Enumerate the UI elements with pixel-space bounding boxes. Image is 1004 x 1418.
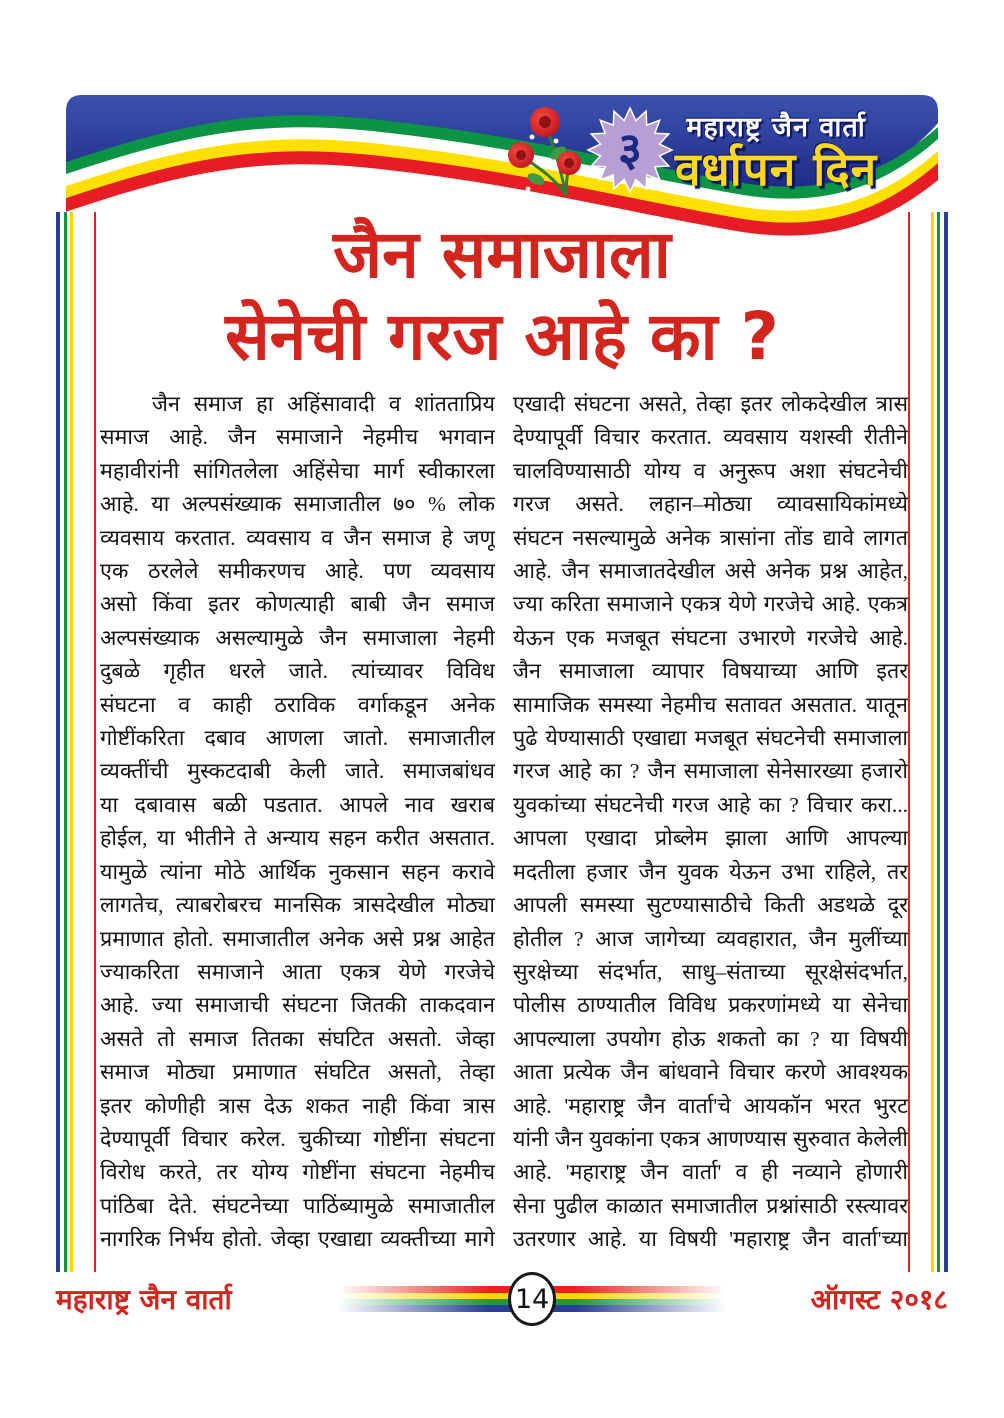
- article-line: चालविण्यासाठी योग्य व अनुरूप अशा संघटनेची: [513, 458, 908, 483]
- page-footer: [56, 1274, 948, 1324]
- page-number: 14: [514, 1283, 550, 1315]
- article-line: मदतीला हजार जैन युवक येऊन उभा राहिले, तर: [513, 859, 908, 884]
- article-line: लागतेच, त्याबरोबरच मानसिक त्रासदेखील मोठ्या: [100, 893, 495, 918]
- article-line: समाज आहे. जैन समाजाने नेहमीच भगवान: [100, 425, 495, 450]
- article-line: सामाजिक समस्या नेहमीच सतावत असतात. यातून: [513, 692, 908, 717]
- article-line: देण्यापूर्वी विचार करतात. व्यवसाय यशस्वी रीतीने: [513, 425, 908, 450]
- article-line: ज्याकरिता समाजाने आता एकत्र येणे गरजेचे: [100, 959, 495, 984]
- article-line: एक ठरलेले समीकरणच आहे. पण व्यवसाय: [100, 559, 495, 584]
- masthead-subtitle: वर्धापन दिन: [674, 142, 878, 196]
- article-column-right: [513, 388, 908, 1257]
- article-line: आता प्रत्येक जैन बांधवाने विचार करणे आवश्यक: [513, 1060, 908, 1085]
- article-line: येऊन एक मजबूत संघटना उभारणे गरजेचे आहे.: [513, 625, 908, 650]
- article-title: [0, 214, 1004, 378]
- footer-issue-date: ऑगस्ट २०१८: [810, 1283, 948, 1316]
- article-line: आहे. जैन समाजातदेखील असे अनेक प्रश्न आहेत,: [513, 559, 908, 584]
- article-line: सुरक्षेच्या संदर्भात, साधु–संताच्या सूरक्षेसंदर्भात,: [513, 959, 908, 984]
- footer-rainbow-band: [338, 1283, 726, 1315]
- article-title-line1: जैन समाजाला: [333, 216, 671, 293]
- anniversary-number: ३: [618, 122, 642, 176]
- article-line: असो किंवा इतर कोणत्याही बाबी जैन समाज: [100, 592, 495, 617]
- article-line: आहे. ज्या समाजाची संघटना जितकी ताकदवान: [100, 993, 495, 1018]
- article-line: उतरणार आहे. या विषयी 'महाराष्ट्र जैन वार्ता'च्या: [513, 1227, 908, 1252]
- article-line: आपली समस्या सुटण्यासाठीचे किती अडथळे दूर: [513, 893, 908, 918]
- article-line: ज्या करिता समाजाने एकत्र येणे गरजेचे आहे. एकत्र: [513, 592, 908, 617]
- article-line: दुबळे गृहीत धरले जाते. त्यांच्यावर विविध: [100, 659, 495, 684]
- article-line: संघटना व काही ठराविक वर्गाकडून अनेक: [100, 692, 495, 717]
- article-line: व्यक्तींची मुस्कटदाबी केली जाते. समाजबांधव: [100, 759, 495, 784]
- article-line: यामुळे त्यांना मोठे आर्थिक नुकसान सहन करावे: [100, 859, 495, 884]
- article-line: विरोध करते, तर योग्य गोष्टींना संघटना नेहमीच: [100, 1160, 495, 1185]
- article-line: महावीरांनी सांगितलेला अहिंसेचा मार्ग स्वीकारला: [100, 458, 495, 483]
- article-line: होईल, या भीतीने ते अन्याय सहन करीत असतात.: [100, 826, 495, 851]
- article-line: आहे. 'महाराष्ट्र जैन वार्ता' व ही नव्याने होणारी: [513, 1160, 908, 1185]
- article-line: असते तो समाज तितका संघटित असतो. जेव्हा: [100, 1026, 495, 1051]
- article-line: संघटन नसल्यामुळे अनेक त्रासांना तोंड द्यावे लागत: [513, 525, 908, 550]
- footer-journal-name: महाराष्ट्र जैन वार्ता: [56, 1283, 232, 1316]
- article-line: गोष्टींकरिता दबाव आणला जातो. समाजातील: [100, 726, 495, 751]
- article-line: इतर कोणीही त्रास देऊ शकत नाही किंवा त्रास: [100, 1093, 495, 1118]
- article-line: आहे. 'महाराष्ट्र जैन वार्ता'चे आयकॉन भरत भुरट: [513, 1093, 908, 1118]
- article-line: आपल्याला उपयोग होऊ शकतो का ? या विषयी: [513, 1026, 908, 1051]
- article-line: एखादी संघटना असते, तेव्हा इतर लोकदेखील त्रास: [513, 392, 908, 416]
- masthead-title: महाराष्ट्र जैन वार्ता: [686, 112, 866, 143]
- article-line: समाज मोठ्या प्रमाणात संघटित असतो, तेव्हा: [100, 1060, 495, 1085]
- article-line: प्रमाणात होतो. समाजातील अनेक असे प्रश्न आहेत: [100, 926, 495, 951]
- article-line: देण्यापूर्वी विचार करेल. चुकीच्या गोष्टींना संघटना: [100, 1126, 495, 1151]
- article-column-left: [100, 388, 495, 1257]
- article-line: जैन समाजाला व्यापार विषयाच्या आणि इतर: [513, 659, 908, 684]
- article-line: अल्पसंख्याक असल्यामुळे जैन समाजाला नेहमी: [100, 625, 495, 650]
- article-line: युवकांच्या संघटनेची गरज आहे का ? विचार करा...: [513, 792, 908, 817]
- article-line: सेना पुढील काळात समाजातील प्रश्नांसाठी रस्त्यावर: [513, 1193, 908, 1218]
- article-line: पोलीस ठाण्यातील विविध प्रकरणांमध्ये या सेनेचा: [513, 993, 908, 1018]
- article-line: या दबावास बळी पडतात. आपले नाव खराब: [100, 792, 495, 817]
- article-line: यांनी जैन युवकांना एकत्र आणण्यास सुरुवात केलेली: [513, 1126, 908, 1151]
- article-line: होतील ? आज जागेच्या व्यवहारात, जैन मुलींच्या: [513, 926, 908, 951]
- article-line: गरज आहे का ? जैन समाजाला सेनेसारख्या हजारो: [513, 759, 908, 784]
- article-line: पुढे येण्यासाठी एखाद्या मजबूत संघटनेची समाजाला: [513, 726, 908, 751]
- article-line: आहे. या अल्पसंख्याक समाजातील ७० % लोक: [100, 492, 495, 517]
- article-body: [100, 388, 908, 1257]
- article-line: गरज असते. लहान–मोठ्या व्यावसायिकांमध्ये: [513, 492, 908, 517]
- article-title-line2: सेनेची गरज आहे का ?: [225, 298, 779, 375]
- page-number-badge: [508, 1272, 556, 1326]
- article-line: जैन समाज हा अहिंसावादी व शांतताप्रिय: [152, 392, 495, 416]
- article-line: नागरिक निर्भय होतो. जेव्हा एखाद्या व्यक्तीच्या मागे: [100, 1227, 495, 1252]
- article-line: आपला एखादा प्रोब्लेम झाला आणि आपल्या: [513, 826, 908, 851]
- article-line: व्यवसाय करतात. व्यवसाय व जैन समाज हे जणू: [100, 525, 495, 550]
- article-line: पांठिबा देते. संघटनेच्या पाठिंब्यामुळे समाजातील: [100, 1193, 495, 1218]
